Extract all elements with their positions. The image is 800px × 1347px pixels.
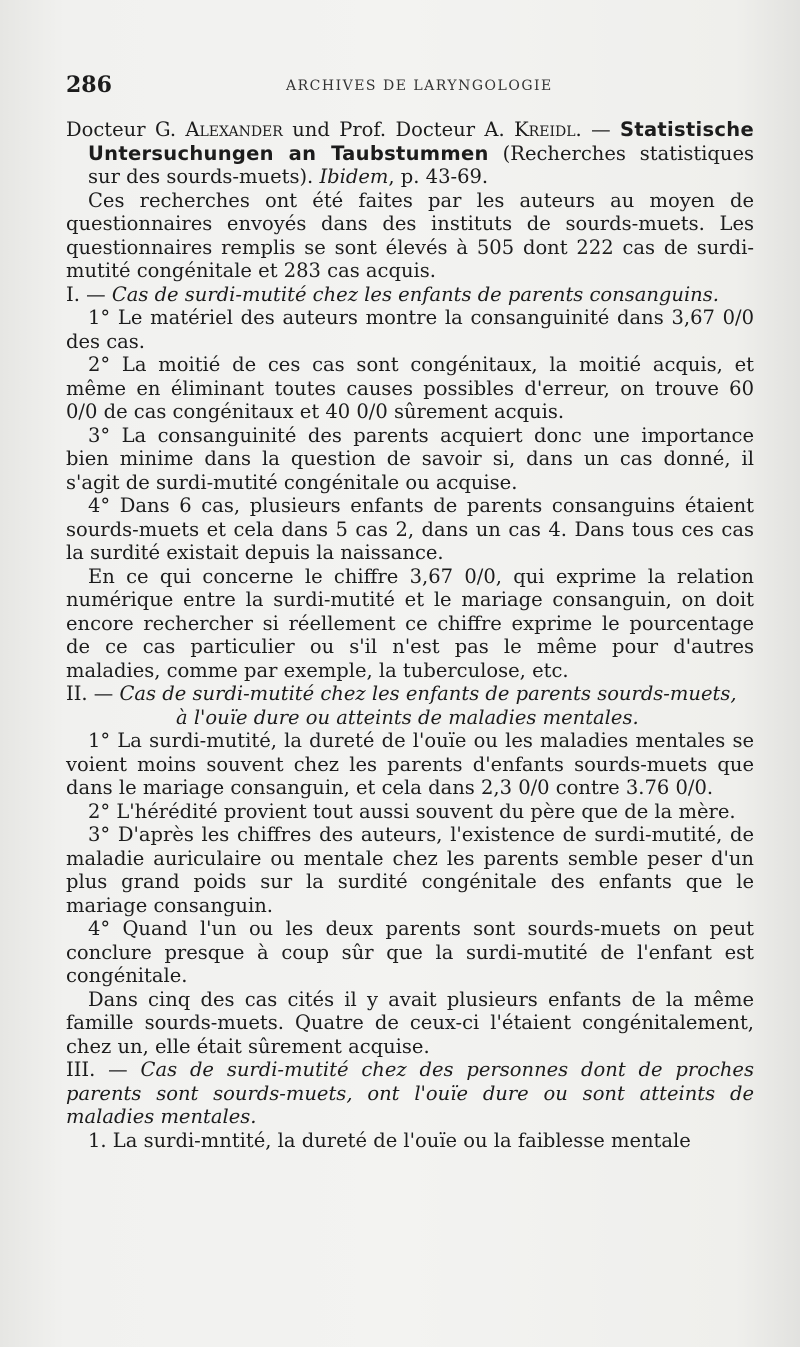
section-2-paragraph-2: 2° L'hérédité provient tout aussi souvent du père que de la mère. <box>88 799 736 823</box>
section-2-paragraph-1: 1° La surdi-mutité, la dureté de l'ouïe ou les maladies mentales se voient moins souvent chez les parents d'enfants sourds-muets que dans le mariage consanguin, et cela dans 2,3 0/0 contre 3.76 0/0. <box>66 729 754 799</box>
section-3-title: Cas de surdi-mutité chez des personnes dont de proches parents sont sourds-muets, ont l'ouïe dure ou sont atteints de maladies mentales. <box>66 1058 754 1128</box>
section-1-paragraph-5: En ce qui concerne le chiffre 3,67 0/0, qui exprime la relation numérique entre la surdi-mutité et le mariage consanguin, on doit encore rechercher si réellement ce chiffre exprime le pourcentage de ce cas particulier ou s'il n'est pas le même pour d'autres maladies, comme par exemple, la tuberculose, etc. <box>66 564 754 682</box>
author-connector: und Prof. Docteur A. <box>282 118 515 141</box>
section-3-paragraph-1: 1. La surdi-mntité, la dureté de l'ouïe ou la faiblesse mentale <box>88 1128 691 1152</box>
section-1-paragraph-2: 2° La moitié de ces cas sont congénitaux, la moitié acquis, et même en éliminant toutes causes possibles d'erreur, on trouve 60 0/0 de cas congénitaux et 40 0/0 sûrement acquis. <box>66 353 754 423</box>
section-2-heading-continued <box>66 706 754 730</box>
section-1-paragraph-3: 3° La consanguinité des parents acquiert donc une importance bien minime dans la question de savoir si, dans un cas donné, il s'agit de surdi-mutité congénitale ou acquise. <box>66 423 754 494</box>
section-2-paragraph-3: 3° D'après les chiffres des auteurs, l'existence de surdi-mutité, de maladie auriculaire ou mentale chez les parents semble peser d'un plus grand poids sur la surdité congénitale des enfants que le mariage consanguin. <box>66 823 754 917</box>
author-separator: . — <box>575 118 620 141</box>
section-1-title: Cas de surdi-mutité chez les enfants de parents consanguins. <box>111 282 719 306</box>
page-number: 286 <box>66 72 112 98</box>
section-3-heading <box>66 1058 754 1129</box>
section-2-title-line-1: Cas de surdi-mutité chez les enfants de parents sourds-muets, <box>119 682 737 705</box>
article-title: Statistische Untersuchungen an Taubstummen <box>88 118 754 165</box>
section-1-numeral: I. — <box>66 282 112 306</box>
page-header <box>66 72 766 106</box>
bibliographic-reference <box>66 118 754 189</box>
section-1-paragraph-4: 4° Dans 6 cas, plusieurs enfants de parents consanguins étaient sourds-muets et cela dans 5 cas 2, dans un cas 4. Dans tous ces cas la surdité existait depuis la naissance. <box>66 494 754 564</box>
section-3-numeral: III. — <box>66 1058 141 1081</box>
author-1-prefix: Docteur G. <box>66 118 186 141</box>
section-1-heading <box>66 283 754 307</box>
section-2-numeral: II. — <box>66 682 120 705</box>
running-head: ARCHIVES DE LARYNGOLOGIE <box>286 78 553 94</box>
intro-paragraph: Ces recherches ont été faites par les auteurs au moyen de questionnaires envoyés dans des instituts de sourds-muets. Les questionnaires remplis se sont élevés à 505 dont 222 cas de surdi-mutité congénitale et 283 cas acquis. <box>66 188 754 282</box>
section-1-paragraph-1: 1° Le matériel des auteurs montre la consanguinité dans 3,67 0/0 des cas. <box>66 306 754 353</box>
reference-pages: , p. 43-69. <box>388 165 489 188</box>
reference-source: Ibidem <box>319 165 389 188</box>
author-1-name: Alexander <box>185 118 283 141</box>
section-2-title-line-2: à l'ouïe dure ou atteints de maladies mentales. <box>176 705 639 729</box>
section-2-paragraph-4: 4° Quand l'un ou les deux parents sont sourds-muets on peut conclure presque à coup sûr que la surdi-mutité de l'enfant est congénitale. <box>66 917 754 987</box>
title-translation: (Recherches statistiques sur des sourds-muets). <box>88 141 754 188</box>
article-body <box>66 118 754 1152</box>
author-2-name: Kreidl <box>514 118 576 141</box>
section-2-heading <box>66 682 754 706</box>
section-2-paragraph-5: Dans cinq des cas cités il y avait plusieurs enfants de la même famille sourds-muets. Quatre de ceux-ci l'étaient congénitalement, chez un, elle était sûrement acquise. <box>66 987 754 1058</box>
